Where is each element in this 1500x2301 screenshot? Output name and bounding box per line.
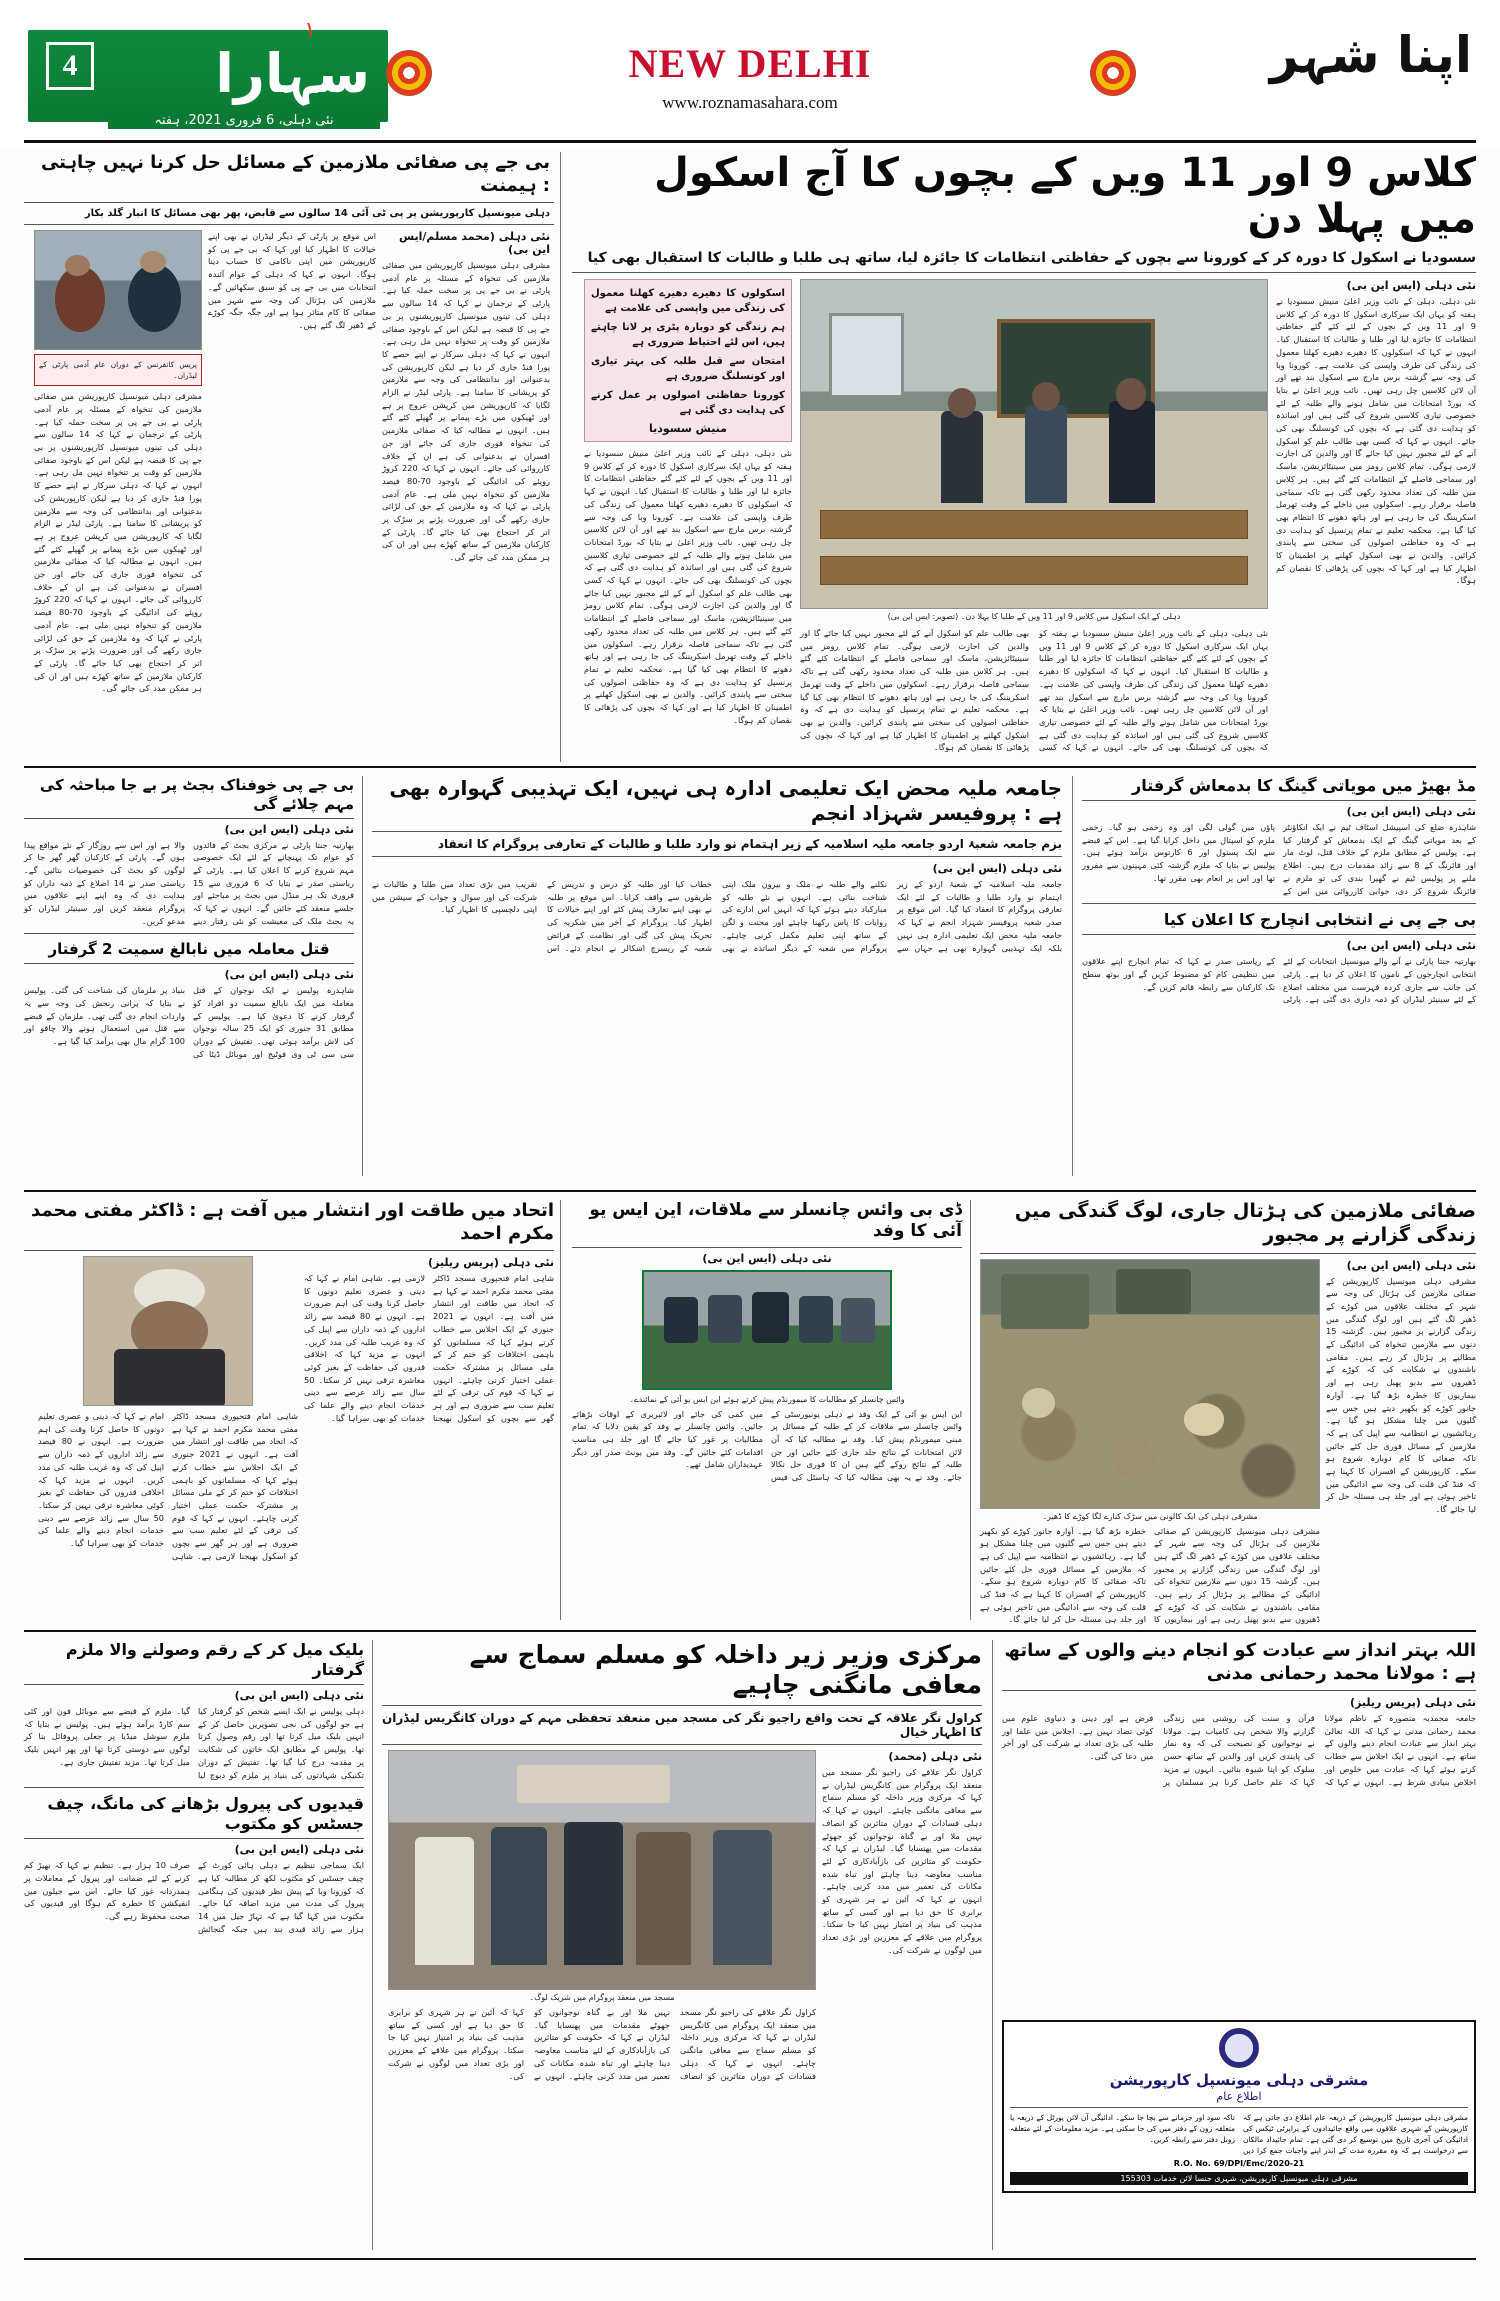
masthead-divider (24, 140, 1476, 143)
headline: مرکزی وزیر زیر داخلہ کو مسلم سماج سے معافی مانگنی چاہیے (469, 1640, 982, 1699)
article-body: بھارتیہ جنتا پارٹی نے مرکزی بجٹ کے فائدوں کو عوام تک پہنچانے کے لئے ایک خصوصی مہم شروع کرنے کا اعلان کیا ہے۔ پارٹی کے ریاستی صدر نے بتایا کہ 6 فروری سے 15 فروری تک ہر منڈل میں بجٹ پر مباحثے اور جلسے منعقد کئے جائیں گے۔ انہوں نے کہا کہ یہ بجٹ ملک کی معیشت کو نئی رفتار دینے والا ہے اور اس سے روزگار کے نئے مواقع پیدا ہوں گے۔ پارٹی کے کارکنان گھر گھر جا کر لوگوں کو بجٹ کی خصوصیات بتائیں گے۔ ریاستی صدر نے 14 اضلاع کے ذمہ داران کو ہدایت دی کہ وہ اپنے اپنے علاقوں میں پروگرام منعقد کریں اور سینیئر لیڈران کو مدعو کریں۔ (24, 839, 354, 926)
byline: نئی دہلی (ایس این بی) (1346, 805, 1476, 818)
section-title: اپنا شہر (1269, 26, 1472, 84)
headline: ڈی بی وائس چانسلر سے ملاقات، این ایس یو آئی کا وفد (589, 1200, 962, 1242)
headline: مڈ بھیڑ میں مویاتی گینگ کا بدمعاش گرفتار (1132, 776, 1476, 795)
lead-headline: کلاس 9 اور 11 ویں کے بچوں کا آج اسکول میں پہلا دن (654, 150, 1476, 242)
photo-mufti-mukarram (83, 1256, 253, 1406)
lead-byline: نئی دہلی (ایس این بی) (1346, 279, 1476, 292)
article-school-reopening (572, 150, 1476, 762)
article-body-cont: شاہی امام فتحپوری مسجد ڈاکٹر مفتی محمد مکرم احمد نے کہا ہے کہ اتحاد میں طاقت اور انتشار میں آفت ہے۔ انہوں نے 2021 جنوری کے ایک اجلاس سے خطاب کرتے ہوئے کہا کہ مسلمانوں کو باہمی اختلافات کو ختم کر کے ملی مسائل پر مشترکہ حکمت عملی اختیار کرنی چاہئے۔ انہوں نے کہا کہ قوم کی ترقی کے لئے تعلیم سب سے ضروری ہے اور ہر گھر سے بچوں کو اسکول بھیجنا لازمی ہے۔ شاہی امام نے کہا کہ دینی و عصری تعلیم دونوں کا حاصل کرنا وقت کی اہم ضرورت ہے۔ انہوں نے 80 فیصد سے زائد اداروں کے ذمہ داران سے اپیل کی کہ وہ غریب طلبہ کی مدد کریں۔ انہوں نے مزید کہا کہ اخلاقی قدروں کی حفاظت کے بغیر کوئی معاشرہ ترقی نہیں کر سکتا۔ 50 سال سے زائد عرصے سے دینی خدمات انجام دینے والے علما کی خدمات کو بھی سراہا گیا۔ (38, 1411, 298, 1561)
article-nsui-vc (572, 1200, 962, 1484)
subhead: کراول نگر علاقہ کے تحت واقع راجیو نگر کی مسجد میں منعقد تحفظی مہم کے دوران کانگریس لیڈران کا اظہار خیال (382, 1711, 982, 1739)
website-url[interactable]: www.roznamasahara.com (662, 93, 838, 112)
pullquote-item: کورونا حفاظتی اصولوں پر عمل کرنے کی ہدایت دی گئی ہے (591, 390, 785, 416)
photo-caption: پریس کانفرنس کے دوران عام آدمی پارٹی کے لیڈران۔ (39, 360, 197, 381)
lead-photo-caption: دہلی کے ایک اسکول میں کلاس 9 اور 11 ویں کے طلبا کا پہلا دن۔ (تصویر: ایس این بی) (887, 612, 1181, 621)
column-divider (970, 1200, 971, 1620)
article-apology-demand (382, 1640, 982, 2082)
headline: جامعہ ملیہ محض ایک تعلیمی ادارہ ہی نہیں، ایک تہذیبی گہوارہ بھی ہے : پروفیسر شہزاد انجم (389, 776, 1062, 825)
article-body: شاہی امام فتحپوری مسجد ڈاکٹر مفتی محمد مکرم احمد نے کہا ہے کہ اتحاد میں طاقت اور انتشار میں آفت ہے۔ انہوں نے 2021 جنوری کے ایک اجلاس سے خطاب کرتے ہوئے کہا کہ مسلمانوں کو باہمی اختلافات کو ختم کر کے ملی مسائل پر مشترکہ حکمت عملی اختیار کرنی چاہئے۔ انہوں نے کہا کہ قوم کی ترقی کے لئے تعلیم سب سے ضروری ہے اور ہر گھر سے بچوں کو اسکول بھیجنا لازمی ہے۔ شاہی امام نے کہا کہ دینی و عصری تعلیم دونوں کا حاصل کرنا وقت کی اہم ضرورت ہے۔ انہوں نے 80 فیصد سے زائد اداروں کے ذمہ داران سے اپیل کی کہ وہ غریب طلبہ کی مدد کریں۔ انہوں نے مزید کہا کہ اخلاقی قدروں کی حفاظت کے بغیر کوئی معاشرہ ترقی نہیں کر سکتا۔ 50 سال سے زائد عرصے سے دینی خدمات انجام دینے والے علما کی خدمات کو بھی سراہا گیا۔ (304, 1273, 554, 1423)
masthead (0, 0, 1500, 148)
pullquote-item: امتحان سے قبل طلبہ کی بہتر تیاری اور کونسلنگ ضروری ہے (591, 356, 785, 382)
article-gangster-arrest (1082, 776, 1476, 1006)
article-body: جامعہ ملیہ اسلامیہ کے شعبۂ اردو کے زیر اہتمام نو وارد طلبا و طالبات کے لئے ایک تعارفی پروگرام کا انعقاد کیا گیا۔ اس موقع پر صدر شعبہ پروفیسر شہزاد انجم نے کہا کہ جامعہ ملیہ محض ایک تعلیمی ادارہ ہی نہیں بلکہ ایک تہذیبی گہوارہ بھی ہے جہاں سے نکلنے والے طلبہ نے ملک و بیرون ملک اپنی شناخت بنائی ہے۔ انہوں نے نئے طلبہ کو مبارکباد دیتے ہوئے کہا کہ انہیں اس ادارے کی روایات کا پاس رکھنا چاہئے اور محنت و لگن کے ساتھ اپنی تعلیم مکمل کرنی چاہئے۔ پروگرام میں شعبہ کے دیگر اساتذہ نے بھی خطاب کیا اور طلبہ کو درس و تدریس کے طریقوں سے واقف کرایا۔ اس موقع پر طلبہ نے بھی اپنے تعارف پیش کئے اور اپنے خیالات کا اظہار کیا۔ پروگرام کے آخر میں شکریہ کی تحریک پیش کی گئی اور نظامت کے فرائض شعبہ کے ریسرچ اسکالر نے انجام دئے۔ اس تقریب میں بڑی تعداد میں طلبا و طالبات نے شرکت کی اور سوال و جواب کے سیشن میں اپنی دلچسپی کا اظہار کیا۔ (372, 879, 1062, 953)
notice-subtitle: اطلاع عام (1216, 2090, 1262, 2103)
headline-2: قتل معاملہ میں نابالغ سمیت 2 گرفتار (48, 940, 330, 959)
logo-flare-icon: ١ (304, 18, 316, 43)
byline: نئی دہلی (ایس این بی) (224, 822, 354, 836)
newspaper-logo: سہارا (215, 42, 370, 105)
photo-classroom (800, 279, 1268, 609)
notice-ro-number: R.O. No. 69/DPI/Emc/2020-21 (1173, 2159, 1305, 2169)
column-divider (560, 1200, 561, 1620)
column-divider (372, 1640, 373, 2250)
article-body: شاہدرہ ضلع کی اسپیشل اسٹاف ٹیم نے ایک انکاؤنٹر کے بعد مویاتی گینگ کے ایک بدمعاش کو گرفتار کیا ہے۔ پولیس کے مطابق ملزم کے خلاف قتل، لوٹ مار اور فائرنگ کے 8 سے زائد مقدمات درج ہیں۔ اطلاع ملنے پر پولیس ٹیم نے گھیرا بندی کی تو ملزم نے فائرنگ شروع کر دی، جوابی کارروائی میں اس کے پاؤں میں گولی لگی اور وہ زخمی ہو گیا۔ زخمی ملزم کو اسپتال میں داخل کرایا گیا ہے۔ اس کے قبضے سے ایک پستول اور 6 کارتوس برآمد ہوئے ہیں۔ پولیس نے بتایا کہ ملزم گزشتہ کئی مہینوں سے مفرور تھا اور اس پر انعام بھی مقرر تھا۔ (1082, 822, 1476, 896)
article-body-2: ایک سماجی تنظیم نے دہلی ہائی کورٹ کے چیف جسٹس کو مکتوب لکھ کر مطالبہ کیا ہے کہ کورونا وبا کے پیش نظر قیدیوں کی ہنگامی پیرول کی مدت میں مزید اضافہ کیا جائے۔ مکتوب میں کہا گیا ہے کہ تہاڑ جیل میں 14 ہزار سے زائد قیدی بند ہیں جبکہ گنجائش صرف 10 ہزار ہے۔ تنظیم نے کہا کہ بھیڑ کم کرنے کے لئے ضمانت اور پیرول کے معاملات پر ہمدردانہ غور کیا جائے۔ اس سے جیلوں میں انفیکشن کا خطرہ کم ہوگا اور قیدیوں کی صحت محفوظ رہے گی۔ (24, 1860, 364, 1934)
byline: نئی دہلی (محمد مسلم/ایس این بی) (398, 230, 550, 256)
article-bjp-sanitation (24, 152, 554, 762)
byline-2: نئی دہلی (ایس این بی) (234, 1843, 364, 1857)
pullquote-item: ہم زندگی کو دوبارہ پٹری پر لانا چاہتے ہیں، اس لئے احتیاط ضروری ہے (591, 322, 785, 348)
byline: نئی دہلی (پریس ریلیز) (428, 1256, 554, 1269)
article-body-2: بھارتیہ جنتا پارٹی نے آنے والے میونسپل انتخابات کے لئے انتخابی انچارجوں کے ناموں کا اعلان کر دیا ہے۔ پارٹی کی جانب سے جاری کردہ فہرست میں مختلف اضلاع کے لئے سینیئر لیڈران کو ذمہ داری دی گئی ہے۔ پارٹی کے ریاستی صدر نے کہا کہ تمام انچارج اپنے علاقوں میں تنظیمی کام کو مضبوط کریں گے اور بوتھ سطح تک کارکنان سے رابطہ قائم کریں گے۔ (1082, 956, 1476, 1005)
lead-pullquote-list (591, 286, 785, 418)
lead-subhead: سسودیا نے اسکول کا دورہ کر کے کورونا سے بچوں کے حفاظتی انتظامات کا جائزہ لیا، ساتھ ہی طلبا و طالبات کا استقبال بھی کیا (587, 250, 1476, 266)
article-bjp-budget (24, 776, 354, 1060)
article-worship-sermon (1002, 1640, 1476, 2193)
pullquote-author: منیش سسودیا (649, 422, 727, 435)
page-number: 4 (46, 42, 94, 90)
article-body: جامعہ محمدیہ منصورہ کے ناظم مولانا محمد رحمانی مدنی نے کہا کہ اللہ تعالیٰ بہتر انداز سے عبادت انجام دینے والوں کے ساتھ ہے۔ انہوں نے ایک اجلاس سے خطاب کرتے ہوئے کہا کہ عبادت میں خلوص اور اخلاص بنیادی شرط ہے۔ انہوں نے کہا کہ قرآن و سنت کی روشنی میں زندگی گزارنے والا شخص ہی کامیاب ہے۔ مولانا نے نوجوانوں کو نصیحت کی کہ وہ نماز کی پابندی کریں اور والدین کے ساتھ حسن سلوک کو اپنا شیوہ بنائیں۔ انہوں نے مزید کہا کہ علم حاصل کرنا ہر مسلمان پر فرض ہے اور دینی و دنیاوی علوم میں کوئی تضاد نہیں ہے۔ اجلاس میں علما اور طلبہ کی بڑی تعداد نے شرکت کی اور آخر میں دعا کی گئی۔ (1002, 1713, 1476, 1787)
edition-city: NEW DELHI (628, 41, 872, 86)
article-sanitation-strike (980, 1200, 1476, 1626)
article-body: دہلی پولیس نے ایک ایسے شخص کو گرفتار کیا ہے جو لوگوں کی نجی تصویریں حاصل کر کے انہیں بلیک میل کرتا تھا اور رقم وصول کرتا تھا۔ پولیس کے مطابق ایک خاتون کی شکایت پر مقدمہ درج کیا گیا تھا۔ تفتیش کے دوران تکنیکی شہادتوں کی بنیاد پر ملزم کو دبوچ لیا گیا۔ ملزم کے قبضے سے موبائل فون اور کئی سم کارڈ برآمد ہوئے ہیں۔ پولیس نے بتایا کہ ملزم سوشل میڈیا پر جعلی پروفائل بنا کر لوگوں سے دوستی کرتا تھا اور پھر انہیں بلیک میل کرتا تھا۔ مزید تفتیش جاری ہے۔ (24, 1706, 364, 1780)
headline: صفائی ملازمین کی ہڑتال جاری، لوگ گندگی میں زندگی گزارنے پر مجبور (1014, 1200, 1476, 1246)
subhead: دہلی میونسپل کارپوریشن پر پی ٹی آئی 14 سالوں سے قابض، پھر بھی مسائل کا انبار گلد بکار (84, 208, 550, 219)
article-body: این ایس یو آئی کے ایک وفد نے دہلی یونیورسٹی کے وائس چانسلر سے ملاقات کر کے طلبہ کے مسائل پر مبنی میمورنڈم پیش کیا۔ وفد نے مطالبہ کیا کہ آن لائن امتحانات کے نتائج جلد جاری کئے جائیں اور جن طلبہ کے نتائج روکے گئے ہیں ان کا فوری حل نکالا جائے۔ وفد نے یہ بھی مطالبہ کیا کہ ہاسٹل کی فیس میں کمی کی جائے اور لائبریری کے اوقات بڑھائے جائیں۔ وائس چانسلر نے وفد کو یقین دلایا کہ تمام مطالبات پر غور کیا جائے گا اور جلد ہی مناسب اقدامات کئے جائیں گے۔ وفد میں یونٹ صدر اور دیگر عہدیداران شامل تھے۔ (572, 1408, 962, 1483)
column-divider (560, 152, 561, 762)
headline-2: قیدیوں کی پیرول بڑھانے کی مانگ، چیف جسٹس کو مکتوب (47, 1794, 364, 1834)
column-divider (992, 1640, 993, 2250)
byline: نئی دہلی (پریس ریلیز) (1350, 1696, 1476, 1709)
notice-footer: مشرقی دہلی میونسپل کارپوریشن، شہری جنسا لائن خدمات 155303 (1010, 2172, 1468, 2185)
article-body: مشرقی دہلی میونسپل کارپوریشن کے صفائی ملازمین کی ہڑتال کی وجہ سے شہر کے مختلف علاقوں میں کوڑے کے ڈھیر لگ گئے ہیں اور لوگ گندگی میں زندگی گزارنے پر مجبور ہیں۔ گزشتہ 15 دنوں سے ملازمین تنخواہ کی ادائیگی کے مطالبے پر ہڑتال کر رہے ہیں۔ مقامی باشندوں نے شکایت کی کہ کوڑے کے ڈھیروں سے بدبو پھیل رہی ہے اور بیماریوں کا خطرہ بڑھ گیا ہے۔ آوارہ جانور کوڑے کو بکھیر دیتے ہیں جس سے گلیوں میں چلنا مشکل ہو گیا ہے۔ رہائشیوں نے انتظامیہ سے اپیل کی ہے کہ ملازمین کے مسائل فوری حل کئے جائیں تاکہ صفائی کا کام دوبارہ شروع ہو سکے۔ کارپوریشن کے افسران کا کہنا ہے کہ فنڈ کی قلت کی وجہ سے ادائیگی میں تاخیر ہوئی ہے اور جلد ہی مسئلہ حل کر لیا جائے گا۔ (1326, 1275, 1476, 1515)
public-notice-box (1002, 2020, 1476, 2193)
article-body-cont: کراول نگر علاقے کی راجیو نگر مسجد میں منعقد ایک پروگرام میں کانگریس لیڈران نے کہا کہ مرکزی وزیر داخلہ کو مسلم سماج سے معافی مانگنی چاہئے۔ انہوں نے کہا کہ دہلی فسادات کے دوران متاثرین کو انصاف نہیں ملا اور بے گناہ نوجوانوں کو جھوٹے مقدمات میں پھنسایا گیا۔ لیڈران نے کہا کہ حکومت کو متاثرین کی بازآبادکاری کے لئے مناسب معاوضہ دینا چاہئے اور تباہ شدہ مکانات کی تعمیر میں مدد کرنی چاہئے۔ انہوں نے کہا کہ آئین نے ہر شہری کو برابری کا حق دیا ہے اور کسی کے ساتھ مذہب کی بنیاد پر امتیاز نہیں کیا جا سکتا۔ پروگرام میں علاقے کے معززین اور بڑی تعداد میں لوگوں نے شرکت کی۔ (388, 2007, 816, 2081)
article-jamia-program (372, 776, 1062, 954)
subhead: بزم جامعہ شعبۂ اردو جامعہ ملیہ اسلامیہ کے زیر اہتمام نو وارد طلبا و طالبات کے تعارفی پروگرام کا انعقاد (437, 837, 1062, 851)
byline: نئی دہلی (ایس این بی) (234, 1689, 364, 1702)
byline: نئی دہلی (ایس این بی) (1346, 1258, 1476, 1272)
column-divider (362, 776, 363, 1176)
masthead-date: نئی دہلی، 6 فروری 2021، ہفتہ (108, 112, 380, 129)
headline: بلیک میل کر کے رقم وصولنے والا ملزم گرفتار (65, 1640, 364, 1679)
headline: بی جے پی خوفناک بجٹ پر بے جا مباحثہ کی مہم چلائے گی (39, 776, 354, 813)
rosette-icon-right (1090, 50, 1136, 96)
article-body-cont: مشرقی دہلی میونسپل کارپوریشن کے صفائی ملازمین کی ہڑتال کی وجہ سے شہر کے مختلف علاقوں میں کوڑے کے ڈھیر لگ گئے ہیں اور لوگ گندگی میں زندگی گزارنے پر مجبور ہیں۔ گزشتہ 15 دنوں سے ملازمین تنخواہ کی ادائیگی کے مطالبے پر ہڑتال کر رہے ہیں۔ مقامی باشندوں نے شکایت کی کہ کوڑے کے ڈھیروں سے بدبو پھیل رہی ہے اور بیماریوں کا خطرہ بڑھ گیا ہے۔ آوارہ جانور کوڑے کو بکھیر دیتے ہیں جس سے گلیوں میں چلنا مشکل ہو گیا ہے۔ رہائشیوں نے انتظامیہ سے اپیل کی ہے کہ ملازمین کے مسائل فوری حل کئے جائیں تاکہ صفائی کا کام دوبارہ شروع ہو سکے۔ کارپوریشن کے افسران کا کہنا ہے کہ فنڈ کی قلت کی وجہ سے ادائیگی میں تاخیر ہوئی ہے اور جلد ہی مسئلہ حل کر لیا جائے گا۔ (980, 1525, 1320, 1625)
byline: نئی دہلی (محمد) (888, 1750, 982, 1763)
article-body-2: شاہدرہ پولیس نے ایک نوجوان کے قتل معاملہ میں ایک نابالغ سمیت دو افراد کو گرفتار کرنے کا دعویٰ کیا ہے۔ پولیس کے مطابق 31 جنوری کو ایک 25 سالہ نوجوان کی لاش برآمد ہوئی تھی۔ تفتیش کے دوران سی سی ٹی وی فوٹیج اور موبائل ڈیٹا کی بنیاد پر ملزمان کی شناخت کی گئی۔ پولیس نے بتایا کہ پرانی رنجش کی وجہ سے یہ واردات انجام دی گئی تھی۔ ملزمان کے قبضے سے قتل میں استعمال ہونے والا چاقو اور 100 گرام مال بھی برآمد کیا گیا ہے۔ (24, 985, 354, 1059)
headline: اللہ بہتر انداز سے عبادت کو انجام دینے والوں کے ساتھ ہے : مولانا محمد رحمانی مدنی (1004, 1640, 1476, 1684)
article-blackmail-arrest (24, 1640, 364, 1935)
photo-caption: مسجد میں منعقد پروگرام میں شریک لوگ۔ (529, 1993, 675, 2002)
article-body-cont: اس موقع پر پارٹی کے دیگر لیڈران نے بھی اپنے خیالات کا اظہار کیا اور کہا کہ بی جے پی کو کارپوریشن میں اپنی ناکامی کا حساب دینا ہوگا۔ انہوں نے کہا کہ دہلی کے عوام آئندہ انتخابات میں بی جے پی کو سبق سکھائیں گے۔ ملازمین کی ہڑتال کی وجہ سے شہر میں صفائی کا کام متاثر ہوا ہے اور جگہ جگہ کوڑے کے ڈھیر لگ گئے ہیں۔ (208, 231, 376, 330)
photo-mosque-meeting (388, 1750, 816, 1990)
photo-aap-leaders (34, 230, 202, 350)
headline: اتحاد میں طاقت اور انتشار میں آفت ہے : ڈاکٹر مفتی محمد مکرم احمد (31, 1200, 554, 1244)
photo-garbage-pile (980, 1259, 1320, 1509)
byline-2: نئی دہلی (ایس این بی) (1346, 939, 1476, 953)
notice-body: مشرقی دہلی میونسپل کارپوریشن کے ذریعہ عام اطلاع دی جاتی ہے کہ کارپوریشن کے شہری علاقوں میں واقع جائیدادوں کے پراپرٹی ٹیکس کی ادائیگی کی آخری تاریخ میں توسیع کر دی گئی ہے۔ تمام جائیداد مالکان سے درخواست ہے کہ وہ مقررہ مدت کے اندر اپنے واجبات جمع کرا دیں تاکہ سود اور جرمانے سے بچا جا سکے۔ ادائیگی آن لائن پورٹل کے ذریعہ یا متعلقہ زون کے دفتر میں کی جا سکتی ہے۔ مزید معلومات کے لئے متعلقہ زونل دفتر سے رابطہ کریں۔ (1010, 2113, 1468, 2156)
photo-caption: وائس چانسلر کو مطالبات کا میمورنڈم پیش کرتے ہوئے این ایس یو آئی کے نمائندے۔ (629, 1394, 905, 1404)
photo-nsui-delegation (642, 1270, 892, 1390)
article-unity-strength (24, 1200, 554, 1562)
lead-body-below: نئی دہلی، دہلی کے نائب وزیر اعلیٰ منیش سسودیا نے ہفتہ کو یہاں ایک سرکاری اسکول کا دورہ کر کے کلاس 9 اور 11 ویں کے بچوں کے لئے کئے گئے حفاظتی انتظامات کا جائزہ لیا اور طلبا و طالبات کا استقبال کیا۔ انہوں نے کہا کہ اسکولوں کا دھیرے دھیرے کھلنا معمول کی زندگی کی طرف واپسی کی علامت ہے۔ کورونا وبا کی وجہ سے گزشتہ برس مارچ سے اسکول بند تھے اور آن لائن کلاسیں چل رہی تھیں۔ نائب وزیر اعلیٰ نے بتایا کہ بورڈ امتحانات میں شامل ہونے والے طلبہ کے لئے خصوصی تیاری کلاسیں شروع کی گئی ہیں اور اساتذہ کو ہدایت دی گئی ہے کہ بچوں کی کونسلنگ بھی کی جائے۔ انہوں نے کہا کہ کسی بھی طالب علم کو اسکول آنے کے لئے مجبور نہیں کیا جائے گا اور والدین کی اجازت لازمی ہوگی۔ تمام کلاس رومز میں سینیٹائزیشن، ماسک اور سماجی فاصلے کے انتظامات کئے گئے ہیں۔ ہر کلاس میں طلبہ کی تعداد محدود رکھی گئی ہے تاکہ سماجی فاصلہ برقرار رہے۔ اسکولوں میں داخلے کے وقت تھرمل اسکریننگ کی جا رہی ہے اور ہاتھ دھونے کا انتظام بھی کیا گیا ہے۔ محکمہ تعلیم نے تمام پرنسپل کو ہدایت دی ہے کہ وہ حفاظتی اصولوں کی سختی سے پابندی کرائیں۔ والدین نے بھی اسکول کھلنے پر اطمینان کا اظہار کیا ہے اور کہا کہ بچوں کی پڑھائی کا نقصان کم ہوگا۔ (800, 628, 1268, 753)
headline: بی جے پی صفائی ملازمین کے مسائل حل کرنا نہیں چاہتی : ہیمنت (40, 152, 550, 196)
article-body: مشرقی دہلی میونسپل کارپوریشن میں صفائی ملازمین کی تنخواہ کے مسئلہ پر عام آدمی پارٹی نے بی جے پی پر سخت حملہ کیا ہے۔ پارٹی کے ترجمان نے کہا کہ 14 سالوں سے دہلی کی تینوں میونسپل کارپوریشنوں پر بی جے پی کا قبضہ ہے لیکن اس کے باوجود صفائی ملازمین کو وقت پر تنخواہ نہیں مل رہی ہے۔ انہوں نے کہا کہ دہلی سرکار نے اپنے حصے کا پورا فنڈ جاری کر دیا ہے لیکن کارپوریشن کی بدعنوانی اور بدانتظامی کی وجہ سے ملازمین کو پریشانی کا سامنا ہے۔ پارٹی لیڈر نے الزام لگایا کہ کارپوریشن میں کرپشن عروج پر ہے اور ٹھیکوں میں بڑے پیمانے پر گھپلے کئے گئے ہیں۔ انہوں نے مطالبہ کیا کہ صفائی ملازمین کی تنخواہ فوری جاری کی جائے اور جن افسران نے بدعنوانی کی ہے ان کے خلاف کارروائی کی جائے۔ انہوں نے کہا کہ 220 کروڑ روپئے کی ادائیگی کے باوجود 70-80 فیصد ملازمین کو تنخواہ نہیں ملی ہے۔ عام آدمی پارٹی نے کہا کہ وہ ملازمین کے حق کی لڑائی جاری رکھے گی اور ضرورت پڑنے پر سڑک پر اتر کر احتجاج بھی کیا جائے گا۔ پارٹی کے کارکنان ملازمین کے ساتھ کھڑے ہیں اور ان کی ہر ممکن مدد کی جائے گی۔ (382, 260, 550, 563)
pullquote-item: اسکولوں کا دھیرے دھیرے کھلنا معمول کی زندگی میں واپسی کی علامت ہے (591, 288, 785, 314)
byline: نئی دہلی (ایس این بی) (702, 1251, 832, 1265)
headline-2: بی جے پی نے انتخابی انچارج کا اعلان کیا (1163, 910, 1476, 930)
masthead-center (420, 24, 1080, 124)
lead-body-side: نئی دہلی، دہلی کے نائب وزیر اعلیٰ منیش سسودیا نے ہفتہ کو یہاں ایک سرکاری اسکول کا دورہ کر کے کلاس 9 اور 11 ویں کے بچوں کے لئے کئے گئے حفاظتی انتظامات کا جائزہ لیا اور طلبا و طالبات کا استقبال کیا۔ انہوں نے کہا کہ اسکولوں کا دھیرے دھیرے کھلنا معمول کی زندگی کی طرف واپسی کی علامت ہے۔ کورونا وبا کی وجہ سے گزشتہ برس مارچ سے اسکول بند تھے اور آن لائن کلاسیں چل رہی تھیں۔ نائب وزیر اعلیٰ نے بتایا کہ بورڈ امتحانات میں شامل ہونے والے طلبہ کے لئے خصوصی تیاری کلاسیں شروع کی گئی ہیں اور اساتذہ کو ہدایت دی گئی ہے کہ بچوں کی کونسلنگ بھی کی جائے۔ انہوں نے کہا کہ کسی بھی طالب علم کو اسکول آنے کے لئے مجبور نہیں کیا جائے گا اور والدین کی اجازت لازمی ہوگی۔ تمام کلاس رومز میں سینیٹائزیشن، ماسک اور سماجی فاصلے کے انتظامات کئے گئے ہیں۔ ہر کلاس میں طلبہ کی تعداد محدود رکھی گئی ہے تاکہ سماجی فاصلہ برقرار رہے۔ اسکولوں میں داخلے کے وقت تھرمل اسکریننگ کی جا رہی ہے اور ہاتھ دھونے کا انتظام بھی کیا گیا ہے۔ محکمہ تعلیم نے تمام پرنسپل کو ہدایت دی ہے کہ وہ حفاظتی اصولوں کی سختی سے پابندی کرائیں۔ والدین نے بھی اسکول کھلنے پر اطمینان کا اظہار کیا ہے اور کہا کہ بچوں کی پڑھائی کا نقصان کم ہوگا۔ (584, 448, 792, 725)
byline-2: نئی دہلی (ایس این بی) (224, 968, 354, 982)
photo-caption: مشرقی دہلی کی ایک کالونی میں سڑک کنارے لگا کوڑے کا ڈھیر۔ (1042, 1511, 1258, 1521)
column-divider (1072, 776, 1073, 1176)
lead-body: نئی دہلی، دہلی کے نائب وزیر اعلیٰ منیش سسودیا نے ہفتہ کو یہاں ایک سرکاری اسکول کا دورہ کر کے کلاس 9 اور 11 ویں کے بچوں کے لئے کئے گئے حفاظتی انتظامات کا جائزہ لیا اور طلبا و طالبات کا استقبال کیا۔ انہوں نے کہا کہ اسکولوں کا دھیرے دھیرے کھلنا معمول کی زندگی کی طرف واپسی کی علامت ہے۔ کورونا وبا کی وجہ سے گزشتہ برس مارچ سے اسکول بند تھے اور آن لائن کلاسیں چل رہی تھیں۔ نائب وزیر اعلیٰ نے بتایا کہ بورڈ امتحانات میں شامل ہونے والے طلبہ کے لئے خصوصی تیاری کلاسیں شروع کی گئی ہیں اور اساتذہ کو ہدایت دی گئی ہے کہ بچوں کی کونسلنگ بھی کی جائے۔ انہوں نے کہا کہ کسی بھی طالب علم کو اسکول آنے کے لئے مجبور نہیں کیا جائے گا اور والدین کی اجازت لازمی ہوگی۔ تمام کلاس رومز میں سینیٹائزیشن، ماسک اور سماجی فاصلے کے انتظامات کئے گئے ہیں۔ ہر کلاس میں طلبہ کی تعداد محدود رکھی گئی ہے تاکہ سماجی فاصلہ برقرار رہے۔ اسکولوں میں داخلے کے وقت تھرمل اسکریننگ کی جا رہی ہے اور ہاتھ دھونے کا انتظام بھی کیا گیا ہے۔ محکمہ تعلیم نے تمام پرنسپل کو ہدایت دی ہے کہ وہ حفاظتی اصولوں کی سختی سے پابندی کرائیں۔ والدین نے بھی اسکول کھلنے پر اطمینان کا اظہار کیا ہے اور کہا کہ بچوں کی پڑھائی کا نقصان کم ہوگا۔ (1276, 296, 1477, 586)
notice-org: مشرقی دہلی میونسپل کارپوریشن (1109, 2071, 1369, 2089)
byline: نئی دہلی (ایس این بی) (932, 862, 1062, 875)
article-body-tail: مشرقی دہلی میونسپل کارپوریشن میں صفائی ملازمین کی تنخواہ کے مسئلہ پر عام آدمی پارٹی نے بی جے پی پر سخت حملہ کیا ہے۔ پارٹی کے ترجمان نے کہا کہ 14 سالوں سے دہلی کی تینوں میونسپل کارپوریشنوں پر بی جے پی کا قبضہ ہے لیکن اس کے باوجود صفائی ملازمین کو وقت پر تنخواہ نہیں مل رہی ہے۔ انہوں نے کہا کہ دہلی سرکار نے اپنے حصے کا پورا فنڈ جاری کر دیا ہے لیکن کارپوریشن کی بدعنوانی اور بدانتظامی کی وجہ سے ملازمین کو پریشانی کا سامنا ہے۔ پارٹی لیڈر نے الزام لگایا کہ کارپوریشن میں کرپشن عروج پر ہے اور ٹھیکوں میں بڑے پیمانے پر گھپلے کئے گئے ہیں۔ انہوں نے مطالبہ کیا کہ صفائی ملازمین کی تنخواہ فوری جاری کی جائے اور جن افسران نے بدعنوانی کی ہے ان کے خلاف کارروائی کی جائے۔ انہوں نے کہا کہ 220 کروڑ روپئے کی ادائیگی کے باوجود 70-80 فیصد ملازمین کو تنخواہ نہیں ملی ہے۔ عام آدمی پارٹی نے کہا کہ وہ ملازمین کے حق کی لڑائی جاری رکھے گی اور ضرورت پڑنے پر سڑک پر اتر کر احتجاج بھی کیا جائے گا۔ پارٹی کے کارکنان ملازمین کے ساتھ کھڑے ہیں اور ان کی ہر ممکن مدد کی جائے گی۔ (34, 391, 202, 694)
emblem-icon (1219, 2028, 1259, 2068)
article-body: کراول نگر علاقے کی راجیو نگر مسجد میں منعقد ایک پروگرام میں کانگریس لیڈران نے کہا کہ مرکزی وزیر داخلہ کو مسلم سماج سے معافی مانگنی چاہئے۔ انہوں نے کہا کہ دہلی فسادات کے دوران متاثرین کو انصاف نہیں ملا اور بے گناہ نوجوانوں کو جھوٹے مقدمات میں پھنسایا گیا۔ لیڈران نے کہا کہ حکومت کو متاثرین کی بازآبادکاری کے لئے مناسب معاوضہ دینا چاہئے اور تباہ شدہ مکانات کی تعمیر میں مدد کرنی چاہئے۔ انہوں نے کہا کہ آئین نے ہر شہری کو برابری کا حق دیا ہے اور کسی کے ساتھ مذہب کی بنیاد پر امتیاز نہیں کیا جا سکتا۔ پروگرام میں علاقے کے معززین اور بڑی تعداد میں لوگوں نے شرکت کی۔ (822, 1767, 982, 1955)
